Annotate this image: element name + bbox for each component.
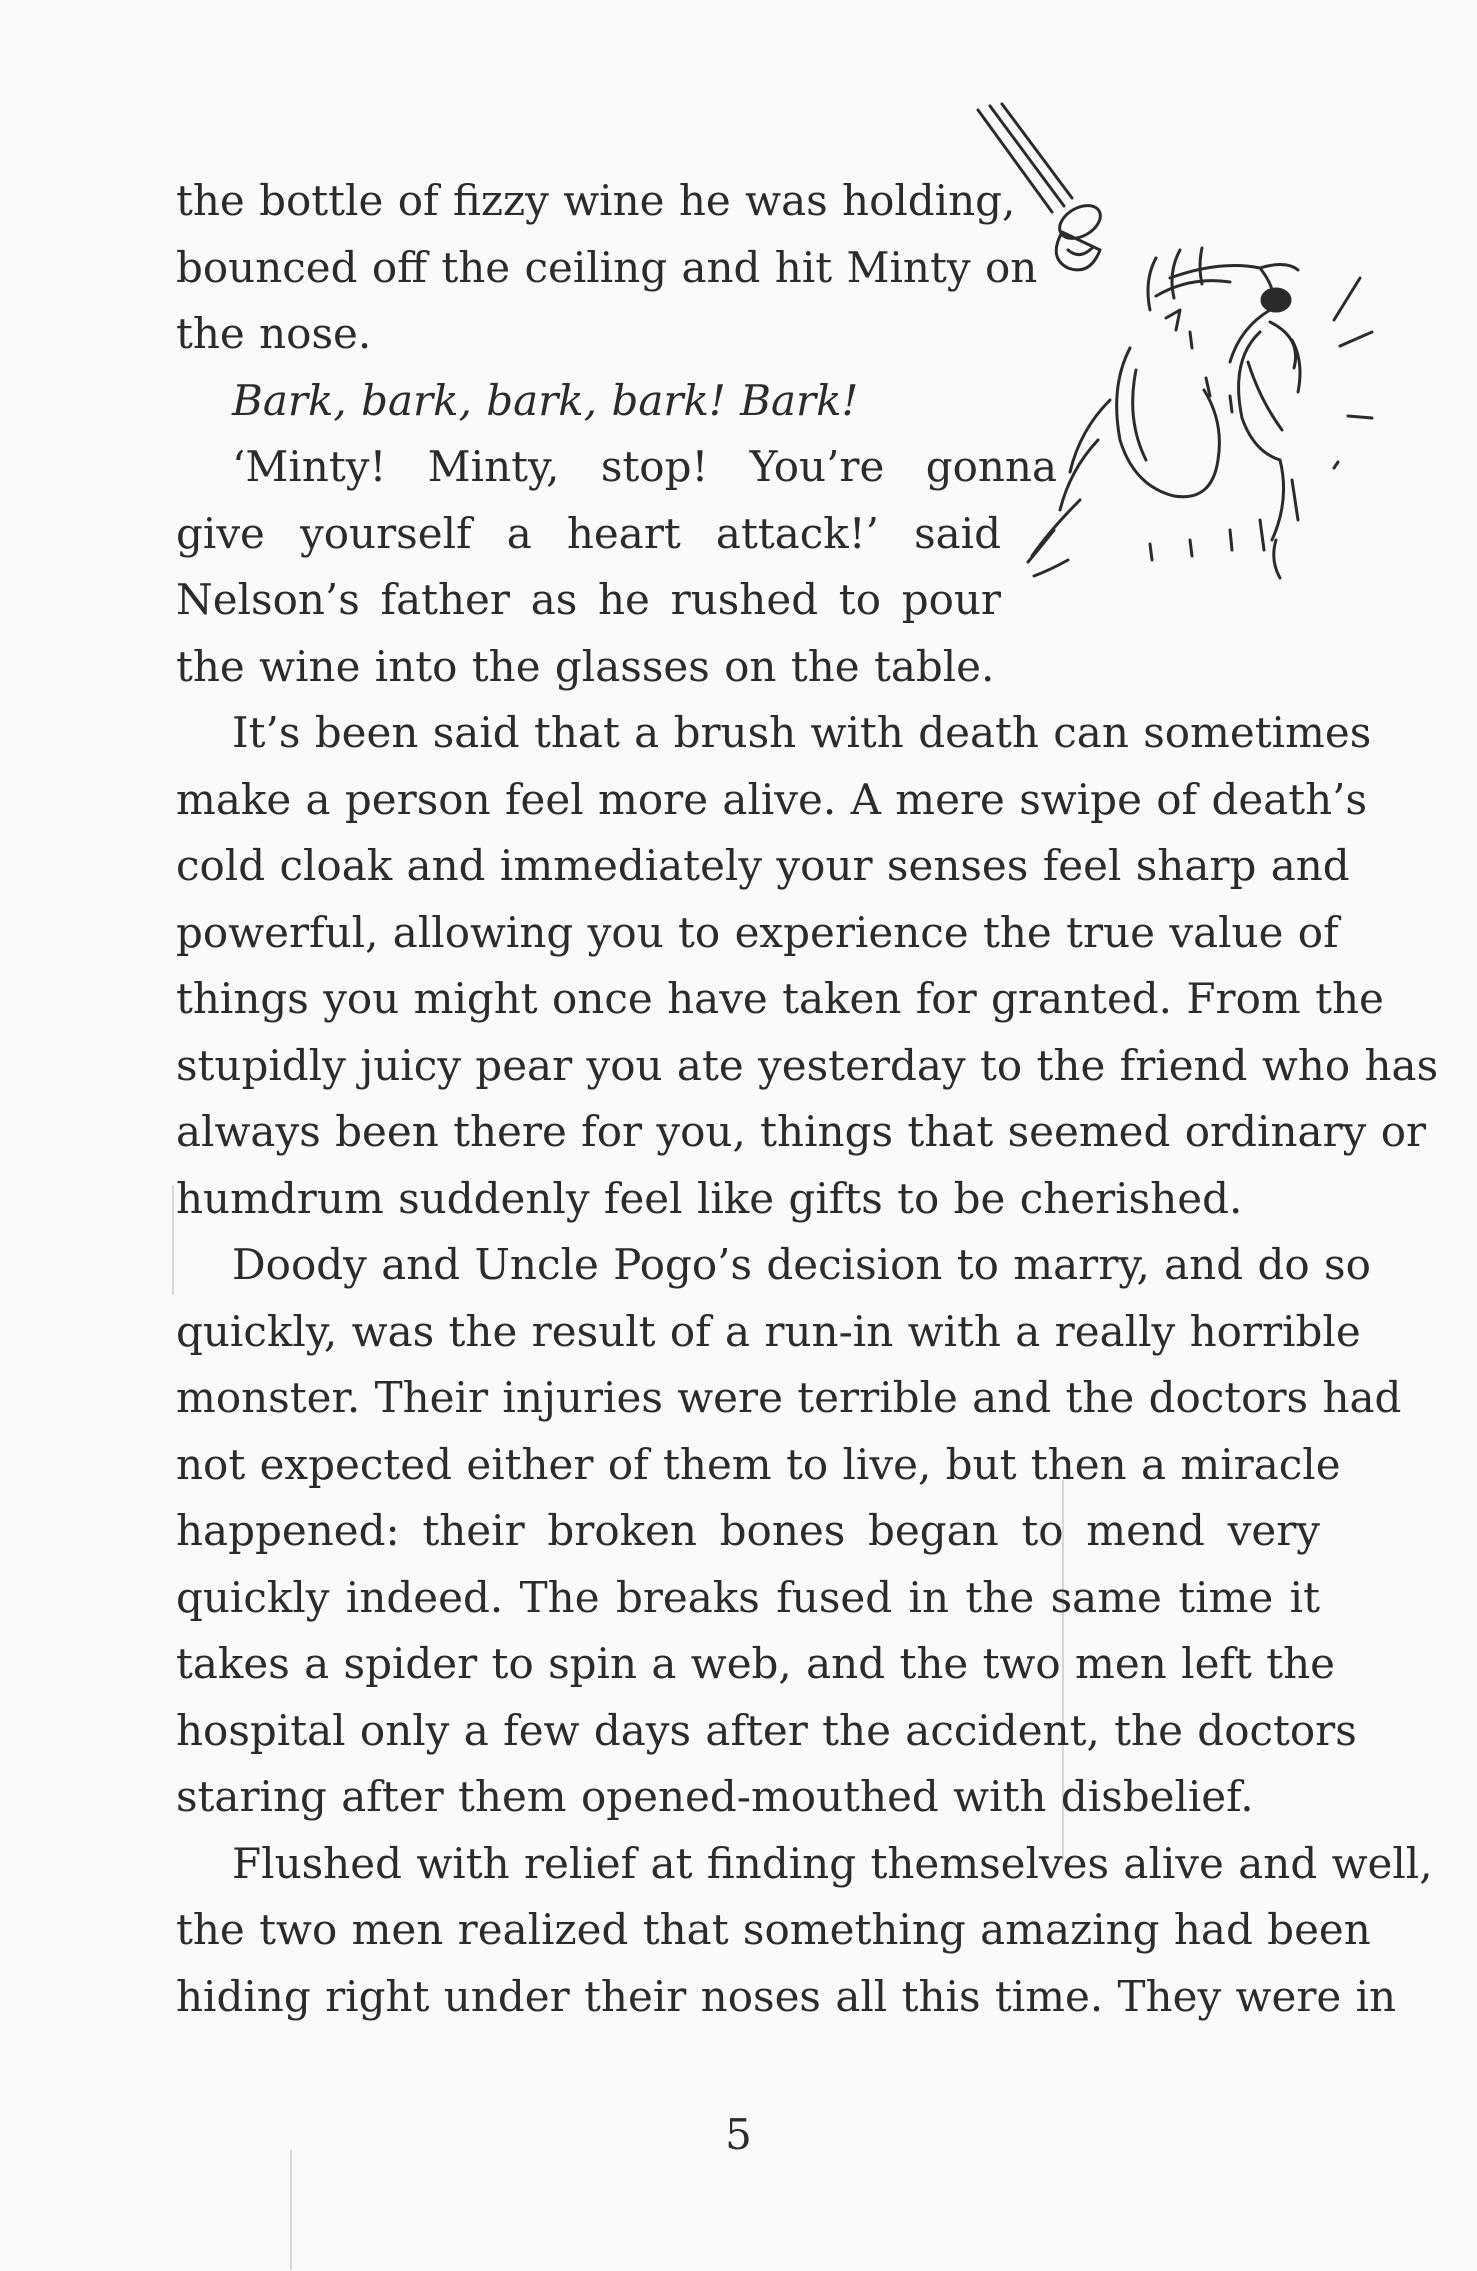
text-line: staring after them opened-mouthed with disbelief. bbox=[176, 1772, 1254, 1821]
text-line: the wine into the glasses on the table. bbox=[176, 641, 995, 691]
text-line: quickly, was the result of a run-in with a really horrible bbox=[176, 1306, 1361, 1356]
text-line: not expected either of them to live, but then a miracle bbox=[176, 1439, 1341, 1489]
text-line: ‘Minty! Minty, stop! You’re gonna bbox=[232, 442, 1057, 491]
text-line: things you might once have taken for granted. From the bbox=[176, 974, 1384, 1023]
text-line: hiding right under their noses all this time. They were in bbox=[176, 1971, 1397, 2021]
text-line: the two men realized that something amazing had been bbox=[176, 1905, 1371, 1954]
text-line: It’s been said that a brush with death can sometimes bbox=[232, 708, 1372, 757]
text-line: the nose. bbox=[176, 309, 372, 358]
text-line: Nelson’s father as he rushed to pour bbox=[176, 575, 1001, 624]
text-line: give yourself a heart attack!’ said bbox=[176, 508, 1001, 558]
text-line: hospital only a few days after the accident, the doctors bbox=[176, 1705, 1357, 1755]
text-line: stupidly juicy pear you ate yesterday to the friend who has bbox=[176, 1040, 1439, 1090]
text-line: Doody and Uncle Pogo’s decision to marry, and do so bbox=[232, 1240, 1371, 1289]
text-line: quickly indeed. The breaks fused in the same time it bbox=[176, 1572, 1320, 1622]
text-line: takes a spider to spin a web, and the two men left the bbox=[176, 1639, 1335, 1688]
text-line: Bark, bark, bark, bark! Bark! bbox=[232, 375, 859, 425]
scan-mark bbox=[172, 1185, 174, 1295]
text-line: bounced off the ceiling and hit Minty on bbox=[176, 242, 1038, 292]
text-line: powerful, allowing you to experience the true value of bbox=[176, 907, 1339, 957]
text-line: always been there for you, things that seemed ordinary or bbox=[176, 1107, 1427, 1156]
text-line: the bottle of fizzy wine he was holding, bbox=[176, 176, 1016, 225]
text-line: cold cloak and immediately your senses feel sharp and bbox=[176, 841, 1350, 890]
text-line: Flushed with relief at finding themselves alive and well, bbox=[232, 1838, 1433, 1888]
text-line: make a person feel more alive. A mere swipe of death’s bbox=[176, 774, 1368, 824]
page-number: 5 bbox=[725, 2110, 752, 2159]
scan-mark bbox=[290, 2150, 292, 2270]
body-text bbox=[176, 168, 1439, 2030]
text-line: happened: their broken bones began to mend very bbox=[176, 1506, 1320, 1555]
text-line: humdrum suddenly feel like gifts to be cherished. bbox=[176, 1173, 1243, 1223]
text-line: monster. Their injuries were terrible and the doctors had bbox=[176, 1373, 1402, 1422]
